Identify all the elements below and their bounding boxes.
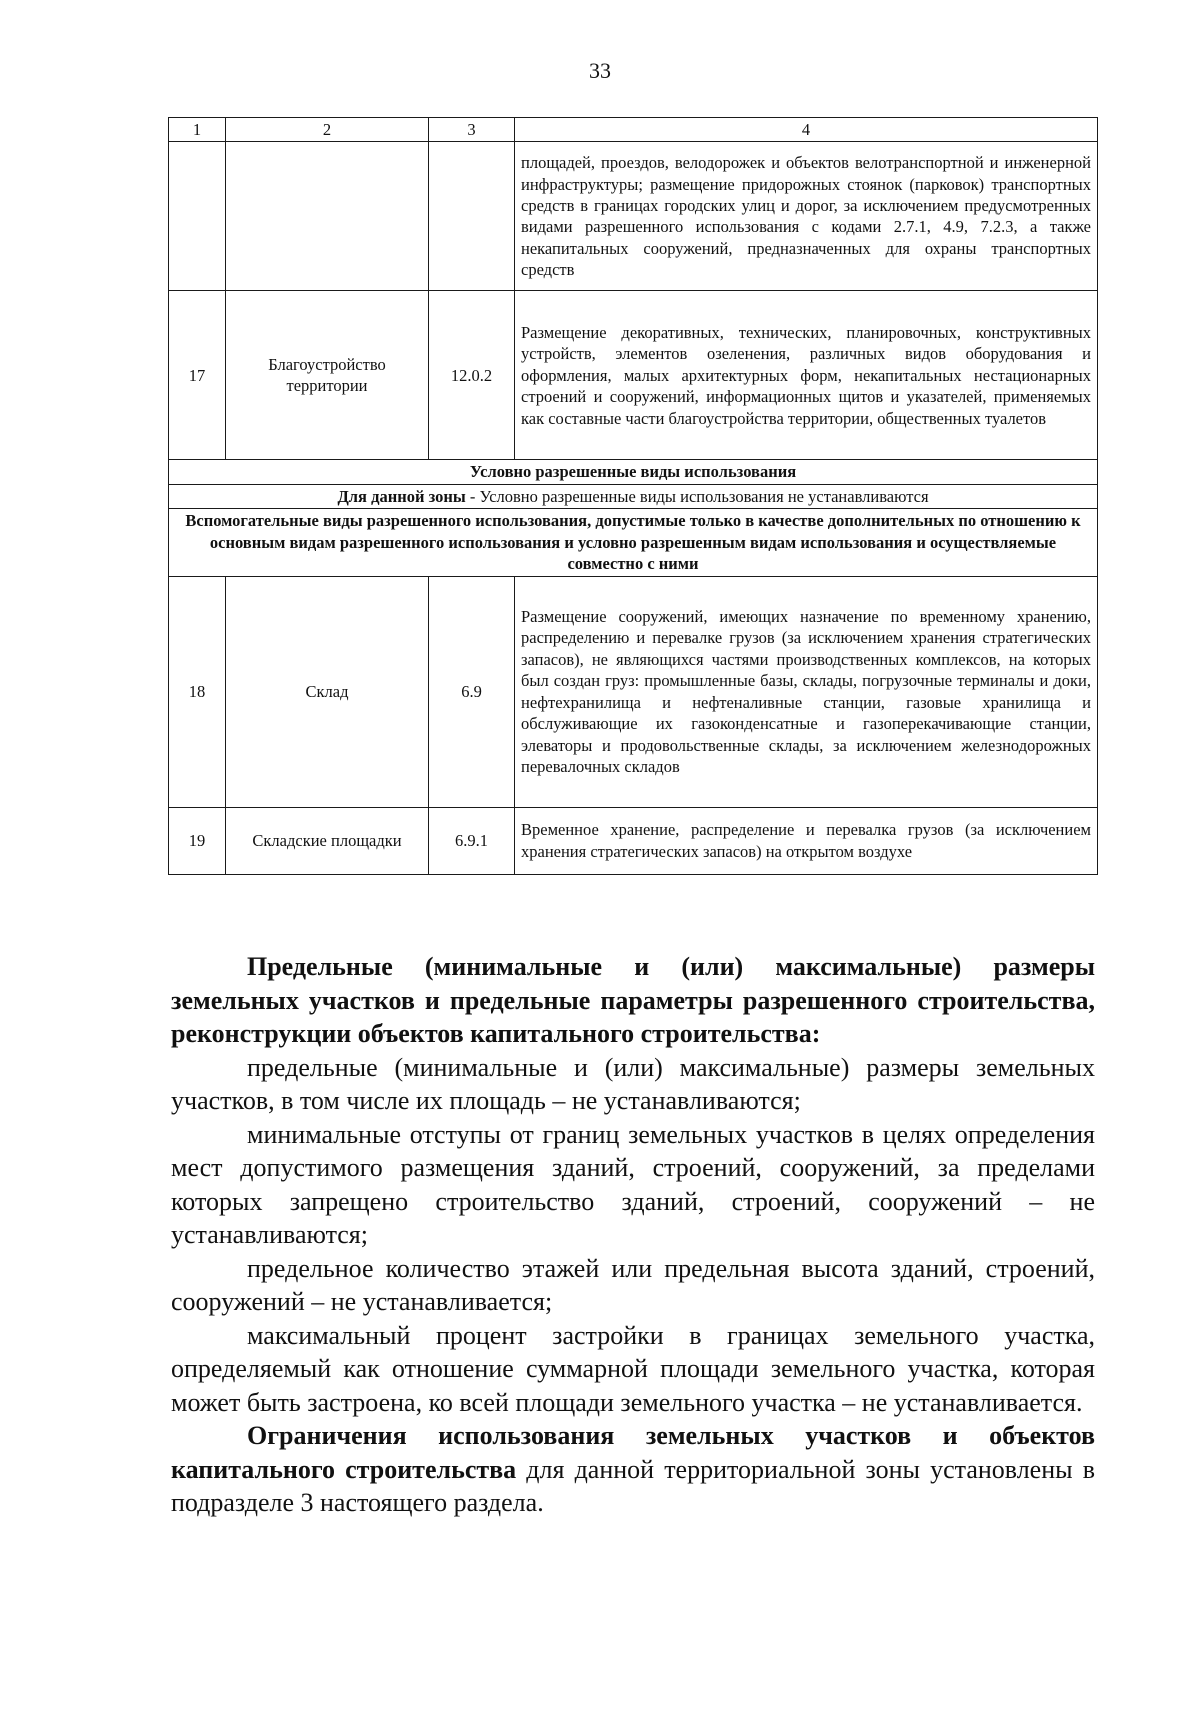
paragraph-building-percent: максимальный процент застройки в границах земельного участка, определяемый как отношение суммарной площади земельного участка, которая может быть застроена, ко всей площади земельного участка – не устанавливается. [171, 1320, 1095, 1417]
table-row [169, 807, 1098, 874]
row-number: 17 [169, 291, 226, 460]
table-row [169, 142, 1098, 291]
row-name: Складские площадки [226, 807, 429, 874]
header-col-4: 4 [515, 118, 1098, 142]
section-row-auxiliary [169, 509, 1098, 576]
row-description: площадей, проездов, велодорожек и объектов велотранспортной и инженерной инфраструктуры; размещение придорожных стоянок (парковок) транспортных средств в границах городских улиц и дорог, за исключением предусмотренных видами разрешенного использования с кодами 2.7.1, 4.9, 7.2.3, а также некапитальных сооружений, предназначенных для охраны транспортных средств [515, 142, 1098, 291]
header-col-3: 3 [429, 118, 515, 142]
row-code: 6.9.1 [429, 807, 515, 874]
header-col-1: 1 [169, 118, 226, 142]
section-row-conditional [169, 460, 1098, 484]
row-description: Временное хранение, распределение и перевалка грузов (за исключением хранения стратегических запасов) на открытом воздухе [515, 807, 1098, 874]
paragraph-floors: предельное количество этажей или предельная высота зданий, строений, сооружений – не устанавливается; [171, 1253, 1095, 1316]
paragraph-restrictions [171, 1419, 1095, 1520]
row-name: Благоустройство территории [226, 291, 429, 460]
row-number: 18 [169, 576, 226, 807]
row-name: Склад [226, 576, 429, 807]
regulations-text [171, 950, 1095, 1520]
row-code: 12.0.2 [429, 291, 515, 460]
page-number: 33 [589, 58, 611, 83]
row-description: Размещение сооружений, имеющих назначение по временному хранению, распределению и перевалке грузов (за исключением хранения стратегических запасов), не являющихся частями производственных комплексов, на которых был создан груз: промышленные базы, склады, погрузочные терминалы и доки, нефтехранилища и нефтеналивные станции, газовые хранилища и обслуживающие их газоконденсатные и газоперекачивающие станции, элеваторы и продовольственные склады, за исключением железнодорожных перевалочных складов [515, 576, 1098, 807]
land-use-table [168, 117, 1098, 875]
restrictions-bold: Ограничения использования земельных участков и объектов капитального строительства [171, 1421, 1095, 1484]
table-row [169, 291, 1098, 460]
conditional-uses-title: Условно разрешенные виды использования [169, 460, 1098, 484]
row-code [429, 142, 515, 291]
table-header-row [169, 118, 1098, 142]
conditional-uses-note [169, 484, 1098, 508]
row-name [226, 142, 429, 291]
row-description: Размещение декоративных, технических, планировочных, конструктивных устройств, элементов озеленения, различных видов оборудования и оформления, малых архитектурных форм, некапитальных нестационарных строений и сооружений, информационных щитов и указателей, применяемых как составные части благоустройства территории, общественных туалетов [515, 291, 1098, 460]
paragraph-plot-sizes: предельные (минимальные и (или) максимальные) размеры земельных участков, в том числе их площадь – не устанавливаются; [171, 1052, 1095, 1115]
row-number [169, 142, 226, 291]
conditional-note-rest: - Условно разрешенные виды использования не устанавливаются [465, 486, 929, 506]
row-number: 19 [169, 807, 226, 874]
auxiliary-uses-title: Вспомогательные виды разрешенного использования, допустимые только в качестве дополнительных по отношению к основным видам разрешенного использования и условно разрешенным видам использования и осуществляемые совместно с ними [169, 509, 1098, 576]
restrictions-rest: для данной территориальной зоны установлены в подразделе 3 настоящего раздела. [171, 1454, 1095, 1517]
conditional-note-bold: Для данной зоны [337, 486, 466, 506]
parameters-heading: Предельные (минимальные и (или) максимальные) размеры земельных участков и предельные параметры разрешенного строительства, реконструкции объектов капитального строительства: [171, 952, 1095, 1048]
header-col-2: 2 [226, 118, 429, 142]
table-row [169, 576, 1098, 807]
paragraph-setbacks: минимальные отступы от границ земельных участков в целях определения мест допустимого размещения зданий, строений, сооружений, за пределами которых запрещено строительство зданий, строений, сооружений – не устанавливаются; [171, 1119, 1095, 1249]
row-code: 6.9 [429, 576, 515, 807]
section-row-conditional-note [169, 484, 1098, 508]
